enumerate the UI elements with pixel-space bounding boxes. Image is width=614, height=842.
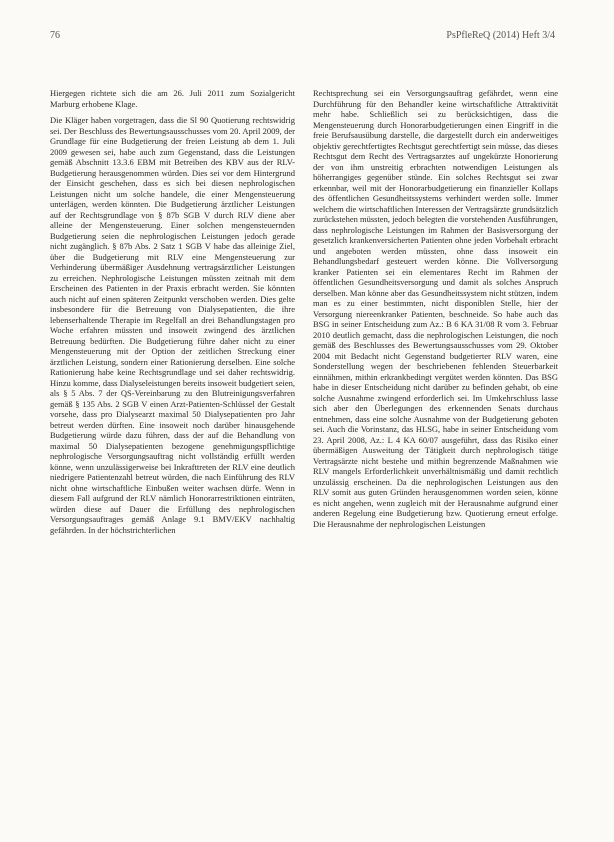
journal-reference: PsPfleReQ (2014) Heft 3/4 xyxy=(446,30,555,41)
page-number: 76 xyxy=(50,30,60,41)
paragraph: Hiergegen richtete sich die am 26. Juli 2011 zum Sozialgericht Marburg erhobene Klage. xyxy=(50,88,295,109)
paragraph: Die Kläger haben vorgetragen, dass die Sl 90 Quotierung rechtswidrig sei. Der Beschluss des Bewertungsausschusses vom 20. April 2009, der Grundlage für eine Budgetierung der freien Leistung ab dem 1. Juli 2009 gewesen sei, habe auch zum Gegenstand, dass die Leistungen gemäß Abschnitt 13.3.6 EBM mit Betreiben des KBV aus der RLV-Budgetierung herausgenommen würden. Dies sei vor dem Hintergrund der Einsicht geschehen, dass es sich bei diesen nephrologischen Leistungen nicht um solche handele, die einer Mengensteuerung unterlägen, werden könnten. Die Budgetierung ärztlicher Leistungen auf der Rechtsgrundlage von § 87b SGB V durch RLV diene aber alleine der Mengensteuerung. Einer solchen mengensteuernden Budgetierung seien die nephrologischen Leistungen jedoch gerade nicht zugänglich. § 87b Abs. 2 Satz 1 SGB V habe das alleinige Ziel, über die Budgetierung mit RLV eine Mengensteuerung zur Verhinderung übermäßiger Ausdehnung vertragsärztlicher Leistungen zu erreichen. Nephrologische Leistungen müssten zeitnah mit dem Erscheinen des Patienten in der Praxis erbracht werden. Sie könnten auch nicht auf einen späteren Zeitpunkt verschoben werden. Dies gelte insbesondere für die Betreuung von Dialysepatienten, die ihre lebenserhaltende Therapie im Regelfall an drei Behandlungstagen pro Woche erfahren müssten und insoweit zwingend des ärztlichen Betreuung bedürften. Die Budgetierung führe daher nicht zu einer Mengensteuerung mit der Option der zeitlichen Streckung einer ärztlichen Leistung, sondern einer Rationierung derselben. Eine solche Rationierung habe keine Rechtsgrundlage und sei daher rechtswidrig. Hinzu komme, dass Dialyseleistungen bereits insoweit budgetiert seien, als § 5 Abs. 7 der QS-Vereinbarung zu den Blutreinigungsverfahren gemäß § 135 Abs. 2 SGB V einen Arzt-Patienten-Schlüssel der Gestalt vorsehe, dass pro Dialysearzt maximal 50 Dialysepatienten pro Jahr betreut werden dürften. Eine insoweit noch darüber hinausgehende Budgetierung würde dazu führen, dass der auf die Behandlung von maximal 50 Dialysepatienten bezogene genehmigungspflichtige nephrologische Versorgungsauftrag nicht vollständig erfüllt werden könne, wenn unzulässigerweise bei Inkrafttreten der RLV eine deutlich niedrigere Patientenzahl betreut würden, die nach Einführung des RLV nicht ohne wirtschaftliche Einbußen weiter wachsen dürfe. Wenn in diesem Fall aufgrund der RLV nämlich Honorarrestriktionen einträten, würden diese auf Dauer die Erfüllung des nephrologischen Versorgungsauftrages gemäß Anlage 9.1 BMV/EKV nachhaltig gefährden. In der höchstrichterlichen xyxy=(50,115,295,535)
paragraph: Rechtsprechung sei ein Versorgungsauftrag gefährdet, wenn eine Durchführung für den Behandler keine wirtschaftliche Attraktivität mehr habe. Schließlich sei zu berücksichtigen, dass die Mengensteuerung durch Honorarbudgetierungen einen Eingriff in die freie Berufsausübung darstelle, die dargestellt durch ein anderweitiges objektiv gerechtfertigtes Rechtsgut gerechtfertigt sein müsse, das dieses Rechtsgut dem Recht des Vertragsarztes auf ungekürzte Honorierung der von ihm unstreitig erbrachten notwendigen Leistungen als höherrangiges gegenüber stünde. Ein solches Rechtsgut sei zwar erkennbar, weil mit der Honorarbudgetierung ein finanzieller Kollaps des öffentlichen Gesundheitssystems verhindert werden solle. Immer welchem die wirtschaftlichen Interessen der Vertragsärzte grundsätzlich zurückstehen müssten, jedoch belegten die vorstehenden Ausführungen, dass nephrologische Leistungen im Rahmen der Basisversorgung der gesetzlich krankenversicherten Patienten ohne jeden Vorbehalt erbracht und angeboten werden müssten, ohne dass insoweit ein Behandlungsbedarf gesteuert werden könne. Die Vollversorgung kranker Patienten sei ein elementares Recht im Rahmen der öffentlichen Gesundheitsversorgung und damit als solches Anspruch derselben. Man könne aber das Gesundheitssystem nicht stützen, indem man es zu einer bestimmten, nicht disponiblen Stelle, hier der Versorgung niereenkranker Patienten, beschneide. So habe auch das BSG in seiner Entscheidung zum Az.: B 6 KA 31/08 R vom 3. Februar 2010 deutlich gemacht, dass die nephrologischen Leistungen, die noch gemäß des Beschlusses des Bewertungsausschusses vom 29. Oktober 2004 mit Bedacht nicht Gegenstand budgetierter RLV waren, eine Sonderstellung wegen der beschriebenen fehlenden Steuerbarkeit einnähmen, mithin erkrankbedingt vergütet werden könnten. Das BSG habe in dieser Entscheidung nicht darüber zu befinden gehabt, ob eine solche Ausnahme zwingend erforderlich sei. Im Umkehrschluss lasse sich aber den Überlegungen des erkennenden Senats durchaus entnehmen, dass eine solche Ausnahme von der Budgetierung geboten sei. Auch die Vorinstanz, das HLSG, habe in seiner Entscheidung vom 23. April 2008, Az.: L 4 KA 60/07 ausgeführt, dass das Risiko einer übermäßigen Ausweitung der Tätigkeit durch nephrologisch tätige Vertragsärzte nicht bestehe und mithin begrenzende Maßnahmen wie RLV mangels Erforderlichkeit unverhältnismäßig und damit rechtlich unzulässig erscheinen. Da die nephrologischen Leistungen aus den RLV somit aus guten Gründen herausgenommen worden seien, könne es nicht angehen, wenn zugleich mit der Herausnahme aufgrund einer anderen Regelung eine Budgetierung bzw. Quotierung erneut erfolge. Die Herausnahme der nephrologischen Leistungen xyxy=(313,88,559,529)
right-column xyxy=(313,88,558,535)
left-column xyxy=(50,88,295,541)
page-header xyxy=(50,30,555,44)
